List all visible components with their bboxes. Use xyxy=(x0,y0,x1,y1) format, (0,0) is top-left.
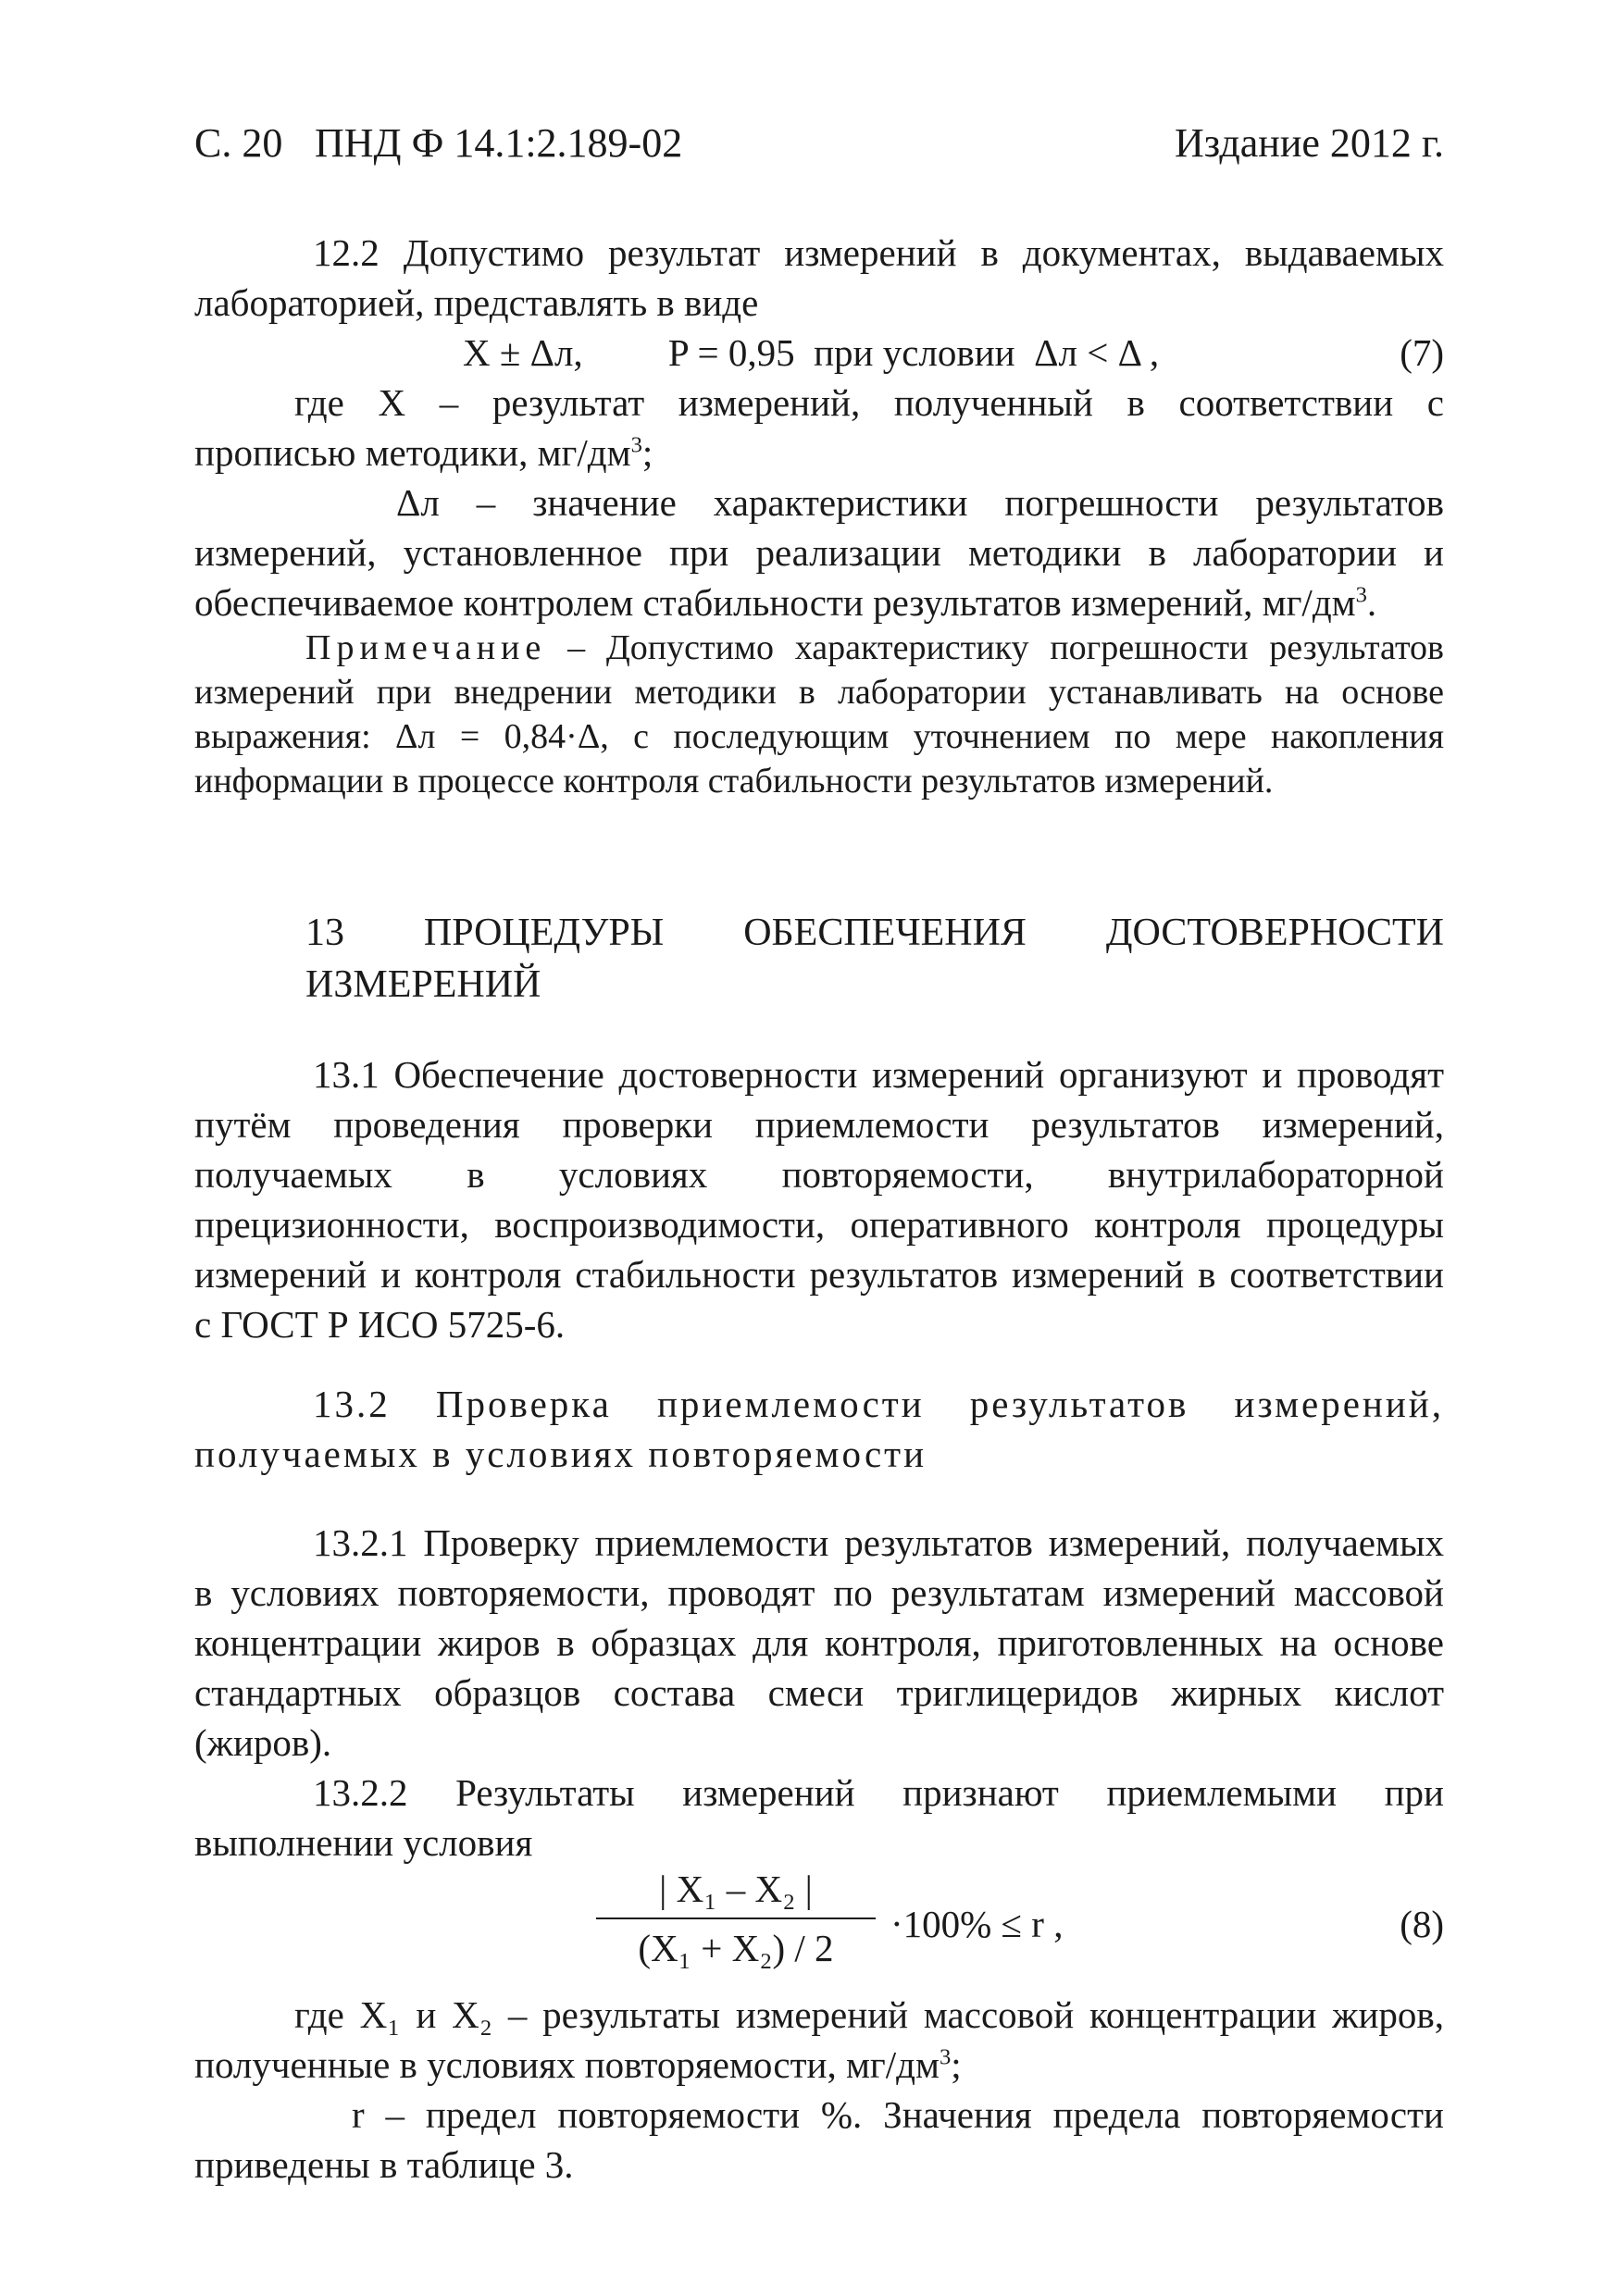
heading-line: ИЗМЕРЕНИЙ xyxy=(305,963,541,1006)
paragraph-line: прописью методики, мг/дм xyxy=(194,431,631,474)
paragraph-line: 13.1 Обеспечение достоверности измерений организуют и проводят xyxy=(313,1053,1444,1096)
paragraph-line: получаемых в условиях повторяемости, внутрилабораторной xyxy=(194,1153,1444,1196)
paragraph-line: выражения: Δл = 0,84·Δ, с последующим уточнением по мере накопления xyxy=(194,717,1444,756)
superscript: 3 xyxy=(630,432,642,458)
paragraph-line: где X₁ и X₂ – результаты измерений массовой концентрации жиров, xyxy=(294,1993,1444,2036)
heading-word: ДОСТОВЕРНОСТИ xyxy=(1105,912,1445,954)
paragraph-line: 12.2 Допустимо результат измерений в документах, выдаваемых xyxy=(313,231,1444,274)
paragraph-line: информации в процессе контроля стабильности результатов измерений. xyxy=(194,762,1274,800)
heading-word: ОБЕСПЕЧЕНИЯ xyxy=(743,912,1027,954)
formula-8-tail: ·100% ≤ r , xyxy=(890,1903,1064,1945)
paragraph-line: измерений и контроля стабильности результатов измерений в соответствии xyxy=(194,1253,1444,1296)
paragraph-line: в условиях повторяемости, проводят по результатам измерений массовой xyxy=(194,1571,1444,1614)
paragraph-line: приведены в таблице 3. xyxy=(194,2143,574,2186)
paragraph-line: измерений при внедрении методики в лаборатории устанавливать на основе xyxy=(194,673,1444,712)
document-code: ПНД Ф 14.1:2.189-02 xyxy=(315,120,683,166)
page-number: С. 20 xyxy=(194,120,283,166)
fraction-denominator: (X₁ + X₂) / 2 xyxy=(638,1927,834,1969)
formula-8-number: (8) xyxy=(1400,1903,1444,1945)
paragraph-line: прецизионности, воспроизводимости, оперативного контроля процедуры xyxy=(194,1203,1444,1246)
paragraph-line: обеспечиваемое контролем стабильности результатов измерений, мг/дм xyxy=(194,581,1356,624)
paragraph-line: полученные в условиях повторяемости, мг/дм xyxy=(194,2043,940,2086)
paragraph-line: 13.2.1 Проверку приемлемости результатов измерений, получаемых xyxy=(313,1521,1444,1564)
paragraph-line: где X – результат измерений, полученный в соответствии с xyxy=(294,381,1444,424)
formula-8-where: где X₁ и X₂ – результаты измерений массовой концентрации жиров, полученные в условиях повторяемости, $мг/дм^3$; xyxy=(194,1990,1444,2090)
paragraph-line: измерений, установленное при реализации методики в лаборатории и xyxy=(194,531,1444,574)
superscript: 3 xyxy=(1355,582,1367,608)
heading-line: 13.2 Проверка приемлемости результатов измерений, xyxy=(313,1383,1444,1425)
formula-8 xyxy=(592,1860,1444,1999)
paragraph-line: r – предел повторяемости %. Значения предела повторяемости xyxy=(352,2093,1444,2136)
formula-7-number: (7) xyxy=(1400,331,1444,374)
fraction xyxy=(592,1860,879,1977)
paragraph-line: концентрации жиров в образцах для контроля, приготовленных на основе xyxy=(194,1621,1444,1664)
edition-year: Издание 2012 г. xyxy=(1175,120,1444,166)
section-13-2-2 xyxy=(194,1768,1444,1868)
formula-7-where: где X – результат измерений, полученный в соответствии с прописью методики, $мг/дм^3$; xyxy=(194,378,1444,478)
superscript: 3 xyxy=(939,2044,952,2070)
section-13-heading xyxy=(305,907,1444,1011)
page-header xyxy=(194,118,1444,174)
fraction-numerator: | X₁ – X₂ | xyxy=(659,1868,813,1910)
paragraph-line: с ГОСТ Р ИСО 5725-6. xyxy=(194,1303,566,1346)
paragraph-line: стандартных образцов состава смеси триглицеридов жирных кислот xyxy=(194,1671,1444,1714)
paragraph-line: Δл – значение характеристики погрешности результатов xyxy=(396,481,1444,524)
section-13-1 xyxy=(194,1049,1444,1349)
paragraph-line: лабораторией, представлять в виде xyxy=(194,281,759,324)
formula-7 xyxy=(194,328,1444,378)
section-13-2-1 xyxy=(194,1518,1444,1768)
paragraph-line: выполнении условия xyxy=(194,1821,533,1864)
delta-definition: Δл – значение характеристики погрешности результатов измерений, установленное при реализации методики в лаборатории и обеспечиваемое контролем стабильности результатов измерений, $мг/дм^3$. xyxy=(194,478,1444,627)
paragraph-line: путём проведения проверки приемлемости результатов измерений, xyxy=(194,1103,1444,1146)
r-definition xyxy=(194,2090,1444,2190)
paragraph-line: – Допустимо характеристику погрешности результатов xyxy=(546,628,1444,667)
heading-line: получаемых в условиях повторяемости xyxy=(194,1433,927,1475)
paragraph-line: (жиров). xyxy=(194,1721,332,1764)
section-12-2 xyxy=(194,228,1444,328)
heading-word: 13 ПРОЦЕДУРЫ xyxy=(305,912,665,954)
formula-7-expression: X ± Δл, P = 0,95 при условии Δл < Δ , xyxy=(463,331,1160,374)
section-13-2-heading xyxy=(194,1379,1444,1479)
note-label: Примечание xyxy=(305,628,547,667)
heading-line xyxy=(305,907,1444,959)
paragraph-line: 13.2.2 Результаты измерений признают приемлемыми при xyxy=(313,1771,1444,1814)
note-block xyxy=(194,626,1444,803)
